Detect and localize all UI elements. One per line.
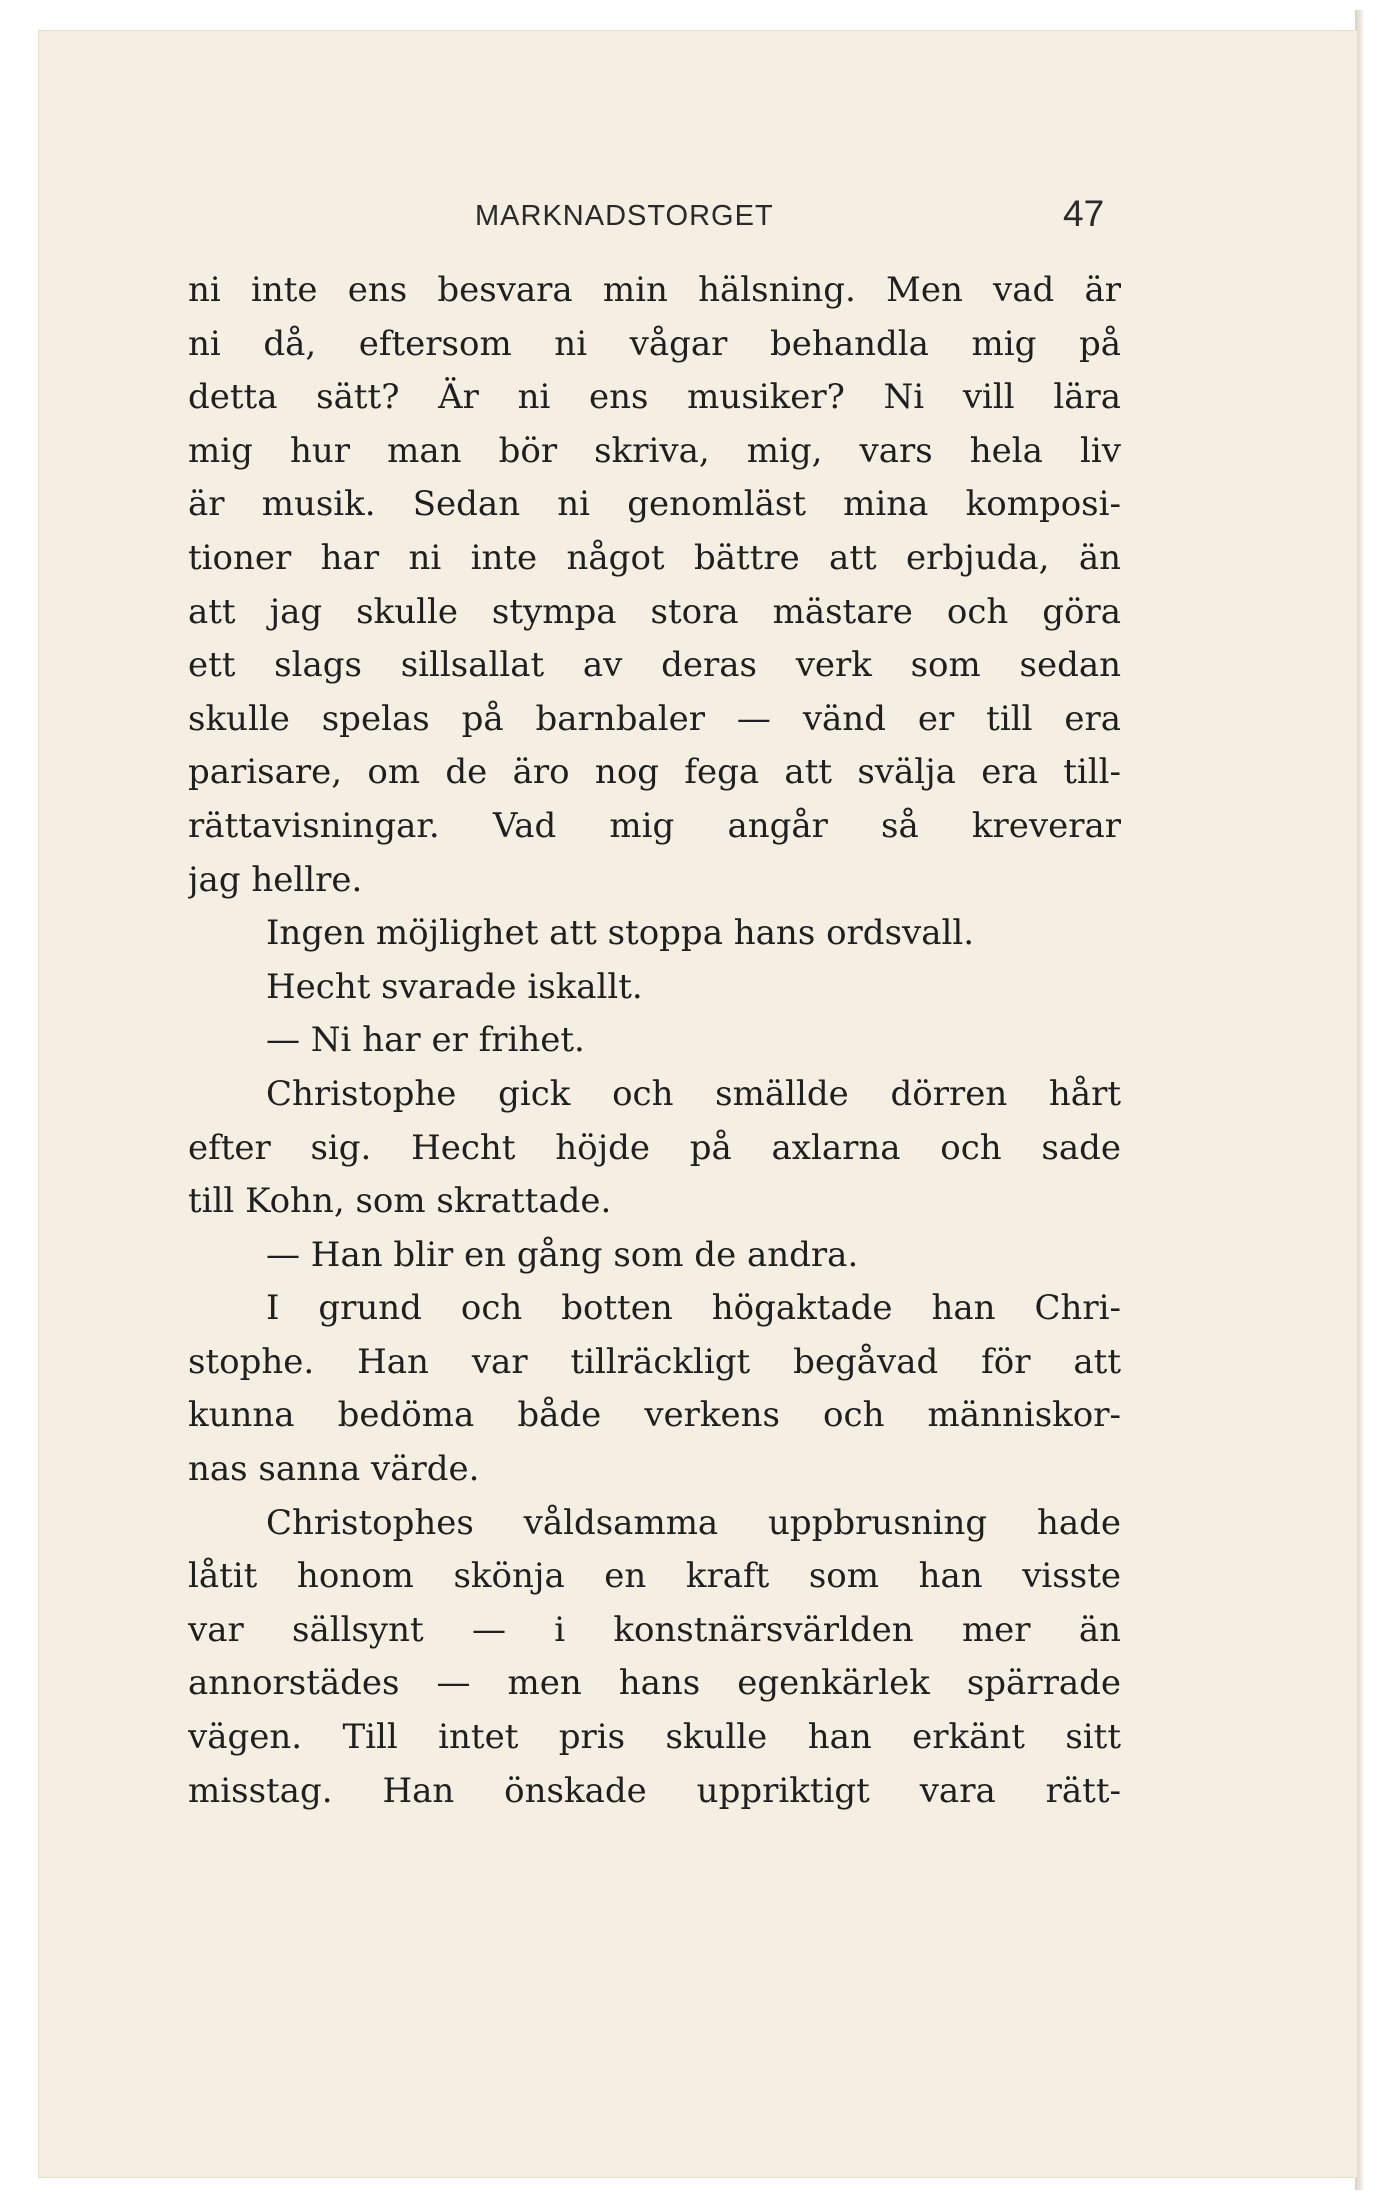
text-line: Christophes våldsamma uppbrusning hade [266,1502,1121,1543]
page-number: 47 [1063,193,1105,234]
text-line: nas sanna värde. [188,1449,480,1490]
text-line: Ingen möjlighet att stoppa hans ordsvall. [266,913,975,954]
text-line: jag hellre. [188,859,363,900]
text-line: tioner har ni inte något bättre att erbjuda, än [188,537,1121,578]
text-line: kunna bedöma både verkens och människor- [188,1395,1121,1436]
text-line: efter sig. Hecht höjde på axlarna och sade [188,1127,1121,1168]
text-line: ett slags sillsallat av deras verk som sedan [188,645,1121,686]
text-line: — Han blir en gång som de andra. [266,1234,859,1275]
text-line: annorstädes — men hans egenkärlek spärrade [188,1663,1121,1704]
text-line: Hecht svarade iskallt. [266,966,643,1007]
text-line: är musik. Sedan ni genomläst mina komposi- [188,484,1121,525]
text-line: Christophe gick och smällde dörren hårt [266,1073,1121,1114]
text-line: stophe. Han var tillräckligt begåvad för att [188,1341,1121,1382]
text-line: ni då, eftersom ni vågar behandla mig på [188,323,1121,364]
text-line: mig hur man bör skriva, mig, vars hela liv [188,430,1121,471]
text-line: rättavisningar. Vad mig angår så kreverar [188,805,1121,846]
text-line: ni inte ens besvara min hälsning. Men vad är [188,270,1121,310]
text-line: detta sätt? Är ni ens musiker? Ni vill lära [188,377,1121,418]
text-line: — Ni har er frihet. [266,1020,585,1061]
text-line: misstag. Han önskade uppriktigt vara rätt- [188,1770,1121,1811]
running-title: MARKNADSTORGET [475,200,774,232]
text-line: I grund och botten högaktade han Chri- [266,1288,1121,1329]
text-line: vägen. Till intet pris skulle han erkänt sitt [188,1717,1121,1758]
body-text [188,264,1121,1818]
text-line: var sällsynt — i konstnärsvärlden mer än [188,1609,1121,1650]
text-line: att jag skulle stympa stora mästare och göra [188,591,1121,632]
text-line: skulle spelas på barnbaler — vänd er till era [188,698,1121,739]
text-line: låtit honom skönja en kraft som han visste [188,1556,1121,1597]
text-line: parisare, om de äro nog fega att svälja era till- [188,752,1121,793]
text-line: till Kohn, som skrattade. [188,1181,612,1222]
